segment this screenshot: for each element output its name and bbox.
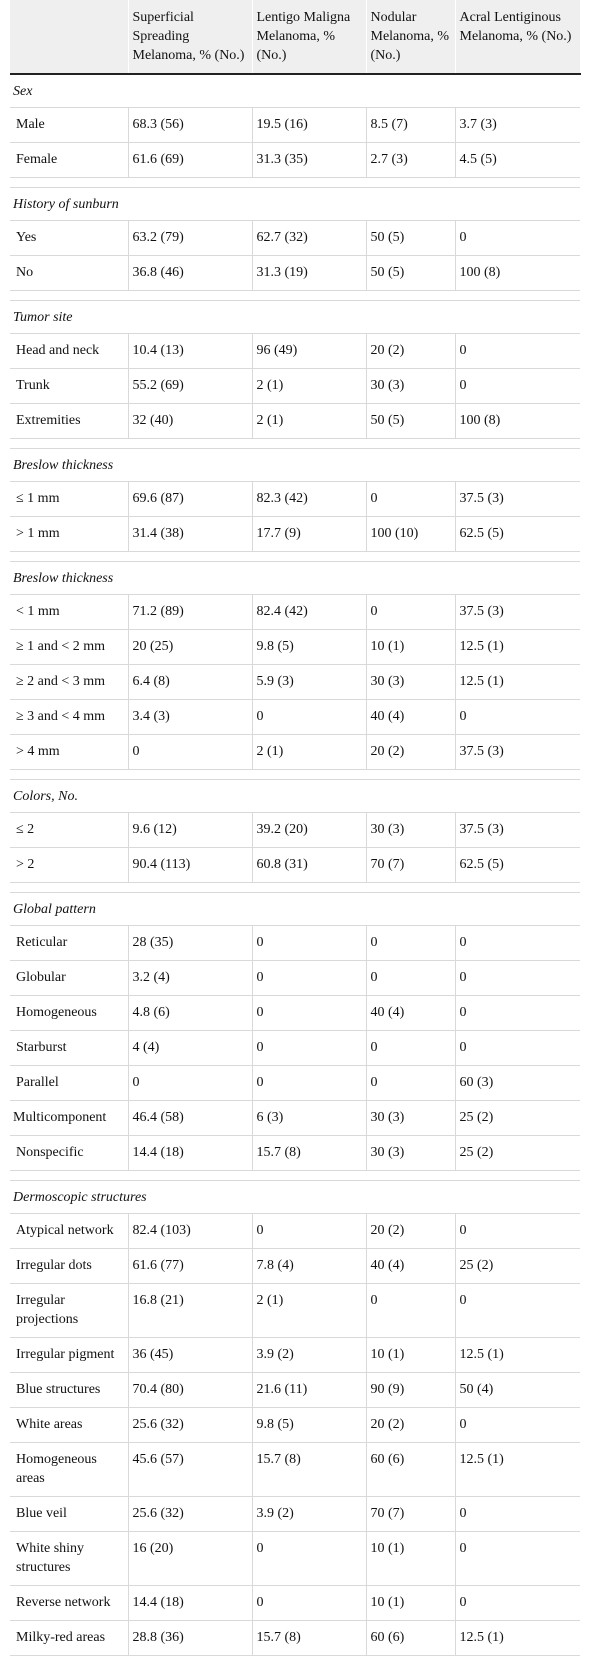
header-cell-superficial-spreading: Superficial Spreading Melanoma, % (No.) xyxy=(128,0,252,74)
table-row xyxy=(10,1586,580,1621)
value-cell: 17.7 (9) xyxy=(252,517,366,552)
value-cell: 0 xyxy=(455,926,580,961)
value-cell: 4 (4) xyxy=(128,1031,252,1066)
value-cell: 0 xyxy=(455,961,580,996)
value-cell: 70 (7) xyxy=(366,1497,455,1532)
value-cell: 25.6 (32) xyxy=(128,1408,252,1443)
value-cell: 90 (9) xyxy=(366,1373,455,1408)
value-cell: 0 xyxy=(455,369,580,404)
header-row xyxy=(10,0,580,74)
value-cell: 82.4 (42) xyxy=(252,595,366,630)
value-cell: 37.5 (3) xyxy=(455,595,580,630)
row-label: > 4 mm xyxy=(10,735,128,770)
table-row xyxy=(10,1532,580,1586)
header-cell-acral-lentiginous: Acral Lentiginous Melanoma, % (No.) xyxy=(455,0,580,74)
header-cell-lentigo-maligna: Lentigo Maligna Melanoma, % (No.) xyxy=(252,0,366,74)
table-row xyxy=(10,926,580,961)
table-row xyxy=(10,1066,580,1101)
row-label: ≥ 3 and < 4 mm xyxy=(10,700,128,735)
value-cell: 25 (2) xyxy=(455,1249,580,1284)
table-row xyxy=(10,735,580,770)
value-cell: 55.2 (69) xyxy=(128,369,252,404)
row-label: White areas xyxy=(10,1408,128,1443)
value-cell: 3.2 (4) xyxy=(128,961,252,996)
value-cell: 40 (4) xyxy=(366,996,455,1031)
row-label: Reverse network xyxy=(10,1586,128,1621)
value-cell: 12.5 (1) xyxy=(455,630,580,665)
value-cell: 19.5 (16) xyxy=(252,108,366,143)
value-cell: 31.3 (35) xyxy=(252,143,366,178)
value-cell: 0 xyxy=(455,1586,580,1621)
value-cell: 39.2 (20) xyxy=(252,813,366,848)
value-cell: 2 (1) xyxy=(252,1284,366,1338)
row-label: Yes xyxy=(10,221,128,256)
table-row xyxy=(10,1249,580,1284)
row-label: Multicomponent xyxy=(10,1101,128,1136)
value-cell: 15.7 (8) xyxy=(252,1621,366,1656)
table-row xyxy=(10,1031,580,1066)
value-cell: 20 (2) xyxy=(366,334,455,369)
value-cell: 10 (1) xyxy=(366,630,455,665)
value-cell: 2 (1) xyxy=(252,369,366,404)
table-row xyxy=(10,108,580,143)
value-cell: 9.8 (5) xyxy=(252,1408,366,1443)
value-cell: 0 xyxy=(366,1066,455,1101)
value-cell: 0 xyxy=(128,735,252,770)
row-label: > 1 mm xyxy=(10,517,128,552)
value-cell: 0 xyxy=(252,1532,366,1586)
section-header-row xyxy=(10,1181,580,1214)
value-cell: 3.9 (2) xyxy=(252,1338,366,1373)
value-cell: 30 (3) xyxy=(366,1101,455,1136)
row-label: Blue structures xyxy=(10,1373,128,1408)
value-cell: 12.5 (1) xyxy=(455,1621,580,1656)
table-row xyxy=(10,1214,580,1249)
value-cell: 71.2 (89) xyxy=(128,595,252,630)
value-cell: 82.4 (103) xyxy=(128,1214,252,1249)
value-cell: 10.4 (13) xyxy=(128,334,252,369)
section-spacer xyxy=(10,291,580,301)
value-cell: 63.2 (79) xyxy=(128,221,252,256)
row-label: Extremities xyxy=(10,404,128,439)
value-cell: 0 xyxy=(128,1066,252,1101)
value-cell: 37.5 (3) xyxy=(455,813,580,848)
value-cell: 20 (25) xyxy=(128,630,252,665)
section-header-row xyxy=(10,74,580,108)
value-cell: 82.3 (42) xyxy=(252,482,366,517)
value-cell: 68.3 (56) xyxy=(128,108,252,143)
value-cell: 4.8 (6) xyxy=(128,996,252,1031)
row-label: Irregular pigment xyxy=(10,1338,128,1373)
table-row xyxy=(10,1373,580,1408)
value-cell: 70.4 (80) xyxy=(128,1373,252,1408)
section-spacer xyxy=(10,883,580,893)
value-cell: 3.9 (2) xyxy=(252,1497,366,1532)
section-title: Dermoscopic structures xyxy=(10,1181,580,1214)
value-cell: 70 (7) xyxy=(366,848,455,883)
section-header-row xyxy=(10,188,580,221)
value-cell: 0 xyxy=(455,700,580,735)
value-cell: 46.4 (58) xyxy=(128,1101,252,1136)
value-cell: 6.4 (8) xyxy=(128,665,252,700)
value-cell: 9.8 (5) xyxy=(252,630,366,665)
table-row xyxy=(10,221,580,256)
value-cell: 50 (5) xyxy=(366,221,455,256)
value-cell: 0 xyxy=(455,1408,580,1443)
value-cell: 100 (8) xyxy=(455,404,580,439)
section-header-row xyxy=(10,301,580,334)
value-cell: 14.4 (18) xyxy=(128,1136,252,1171)
section-header-row xyxy=(10,449,580,482)
section-spacer xyxy=(10,1171,580,1181)
row-label: White shiny structures xyxy=(10,1532,128,1586)
value-cell: 15.7 (8) xyxy=(252,1443,366,1497)
row-label: Reticular xyxy=(10,926,128,961)
table-row xyxy=(10,1284,580,1338)
table-row xyxy=(10,517,580,552)
value-cell: 0 xyxy=(455,1532,580,1586)
value-cell: 0 xyxy=(366,1031,455,1066)
table-row xyxy=(10,1101,580,1136)
value-cell: 62.5 (5) xyxy=(455,517,580,552)
value-cell: 60.8 (31) xyxy=(252,848,366,883)
value-cell: 7.8 (4) xyxy=(252,1249,366,1284)
value-cell: 61.6 (77) xyxy=(128,1249,252,1284)
section-header-row xyxy=(10,780,580,813)
value-cell: 50 (5) xyxy=(366,256,455,291)
table-row xyxy=(10,996,580,1031)
value-cell: 32 (40) xyxy=(128,404,252,439)
value-cell: 0 xyxy=(252,1031,366,1066)
value-cell: 0 xyxy=(455,996,580,1031)
value-cell: 28 (35) xyxy=(128,926,252,961)
table-row xyxy=(10,1338,580,1373)
value-cell: 0 xyxy=(455,1284,580,1338)
value-cell: 28.8 (36) xyxy=(128,1621,252,1656)
value-cell: 0 xyxy=(366,926,455,961)
value-cell: 10 (1) xyxy=(366,1338,455,1373)
value-cell: 0 xyxy=(252,1214,366,1249)
section-title: Sex xyxy=(10,74,580,108)
value-cell: 60 (3) xyxy=(455,1066,580,1101)
value-cell: 62.7 (32) xyxy=(252,221,366,256)
section-title: Tumor site xyxy=(10,301,580,334)
value-cell: 0 xyxy=(252,996,366,1031)
row-label: Milky-red areas xyxy=(10,1621,128,1656)
table-row xyxy=(10,595,580,630)
value-cell: 12.5 (1) xyxy=(455,1443,580,1497)
value-cell: 30 (3) xyxy=(366,1136,455,1171)
row-label: Head and neck xyxy=(10,334,128,369)
value-cell: 16 (20) xyxy=(128,1532,252,1586)
value-cell: 20 (2) xyxy=(366,735,455,770)
row-label: ≥ 1 and < 2 mm xyxy=(10,630,128,665)
value-cell: 10 (1) xyxy=(366,1586,455,1621)
value-cell: 30 (3) xyxy=(366,813,455,848)
table-row xyxy=(10,334,580,369)
value-cell: 0 xyxy=(252,1066,366,1101)
value-cell: 0 xyxy=(455,1497,580,1532)
value-cell: 0 xyxy=(252,1586,366,1621)
table-row xyxy=(10,482,580,517)
value-cell: 100 (8) xyxy=(455,256,580,291)
table-body xyxy=(10,74,580,1656)
value-cell: 0 xyxy=(366,482,455,517)
table-row xyxy=(10,1408,580,1443)
value-cell: 31.4 (38) xyxy=(128,517,252,552)
row-label: Blue veil xyxy=(10,1497,128,1532)
value-cell: 36 (45) xyxy=(128,1338,252,1373)
row-label: Atypical network xyxy=(10,1214,128,1249)
value-cell: 20 (2) xyxy=(366,1214,455,1249)
row-label: Female xyxy=(10,143,128,178)
value-cell: 50 (4) xyxy=(455,1373,580,1408)
melanoma-subtype-table xyxy=(10,0,581,1656)
value-cell: 3.4 (3) xyxy=(128,700,252,735)
value-cell: 14.4 (18) xyxy=(128,1586,252,1621)
row-label: Parallel xyxy=(10,1066,128,1101)
value-cell: 0 xyxy=(366,961,455,996)
table-row xyxy=(10,813,580,848)
section-title: History of sunburn xyxy=(10,188,580,221)
header-cell-nodular: Nodular Melanoma, % (No.) xyxy=(366,0,455,74)
row-label: Starburst xyxy=(10,1031,128,1066)
value-cell: 0 xyxy=(455,1214,580,1249)
value-cell: 25 (2) xyxy=(455,1101,580,1136)
value-cell: 25.6 (32) xyxy=(128,1497,252,1532)
row-label: Globular xyxy=(10,961,128,996)
value-cell: 31.3 (19) xyxy=(252,256,366,291)
section-spacer xyxy=(10,439,580,449)
table-row xyxy=(10,1443,580,1497)
value-cell: 37.5 (3) xyxy=(455,735,580,770)
value-cell: 0 xyxy=(252,961,366,996)
value-cell: 0 xyxy=(252,926,366,961)
value-cell: 100 (10) xyxy=(366,517,455,552)
table-row xyxy=(10,1621,580,1656)
row-label: Male xyxy=(10,108,128,143)
value-cell: 2 (1) xyxy=(252,735,366,770)
value-cell: 0 xyxy=(455,334,580,369)
value-cell: 0 xyxy=(455,1031,580,1066)
row-label: ≥ 2 and < 3 mm xyxy=(10,665,128,700)
section-header-row xyxy=(10,562,580,595)
value-cell: 15.7 (8) xyxy=(252,1136,366,1171)
value-cell: 50 (5) xyxy=(366,404,455,439)
value-cell: 62.5 (5) xyxy=(455,848,580,883)
table-row xyxy=(10,369,580,404)
header-cell-blank xyxy=(10,0,128,74)
table-row xyxy=(10,404,580,439)
section-spacer xyxy=(10,552,580,562)
value-cell: 0 xyxy=(455,221,580,256)
table-row xyxy=(10,961,580,996)
row-label: < 1 mm xyxy=(10,595,128,630)
row-label: ≤ 1 mm xyxy=(10,482,128,517)
value-cell: 61.6 (69) xyxy=(128,143,252,178)
value-cell: 21.6 (11) xyxy=(252,1373,366,1408)
value-cell: 20 (2) xyxy=(366,1408,455,1443)
value-cell: 60 (6) xyxy=(366,1443,455,1497)
section-title: Breslow thickness xyxy=(10,449,580,482)
value-cell: 16.8 (21) xyxy=(128,1284,252,1338)
value-cell: 25 (2) xyxy=(455,1136,580,1171)
value-cell: 0 xyxy=(366,595,455,630)
table-row xyxy=(10,665,580,700)
value-cell: 4.5 (5) xyxy=(455,143,580,178)
row-label: Nonspecific xyxy=(10,1136,128,1171)
row-label: No xyxy=(10,256,128,291)
row-label: Homogeneous xyxy=(10,996,128,1031)
value-cell: 90.4 (113) xyxy=(128,848,252,883)
value-cell: 3.7 (3) xyxy=(455,108,580,143)
section-spacer xyxy=(10,178,580,188)
value-cell: 40 (4) xyxy=(366,1249,455,1284)
value-cell: 2 (1) xyxy=(252,404,366,439)
section-title: Global pattern xyxy=(10,893,580,926)
section-spacer xyxy=(10,770,580,780)
table-row xyxy=(10,1497,580,1532)
value-cell: 40 (4) xyxy=(366,700,455,735)
section-title: Breslow thickness xyxy=(10,562,580,595)
row-label: Homogeneous areas xyxy=(10,1443,128,1497)
value-cell: 0 xyxy=(366,1284,455,1338)
table-row xyxy=(10,630,580,665)
value-cell: 60 (6) xyxy=(366,1621,455,1656)
value-cell: 30 (3) xyxy=(366,369,455,404)
value-cell: 30 (3) xyxy=(366,665,455,700)
value-cell: 8.5 (7) xyxy=(366,108,455,143)
value-cell: 12.5 (1) xyxy=(455,1338,580,1373)
table-row xyxy=(10,256,580,291)
section-title: Colors, No. xyxy=(10,780,580,813)
value-cell: 45.6 (57) xyxy=(128,1443,252,1497)
section-header-row xyxy=(10,893,580,926)
value-cell: 37.5 (3) xyxy=(455,482,580,517)
value-cell: 96 (49) xyxy=(252,334,366,369)
row-label: Irregular dots xyxy=(10,1249,128,1284)
row-label: Trunk xyxy=(10,369,128,404)
value-cell: 6 (3) xyxy=(252,1101,366,1136)
value-cell: 10 (1) xyxy=(366,1532,455,1586)
table-row xyxy=(10,1136,580,1171)
value-cell: 69.6 (87) xyxy=(128,482,252,517)
value-cell: 2.7 (3) xyxy=(366,143,455,178)
row-label: Irregular projections xyxy=(10,1284,128,1338)
value-cell: 5.9 (3) xyxy=(252,665,366,700)
value-cell: 9.6 (12) xyxy=(128,813,252,848)
row-label: ≤ 2 xyxy=(10,813,128,848)
value-cell: 0 xyxy=(252,700,366,735)
value-cell: 36.8 (46) xyxy=(128,256,252,291)
table-row xyxy=(10,143,580,178)
table-row xyxy=(10,700,580,735)
value-cell: 12.5 (1) xyxy=(455,665,580,700)
table-row xyxy=(10,848,580,883)
row-label: > 2 xyxy=(10,848,128,883)
